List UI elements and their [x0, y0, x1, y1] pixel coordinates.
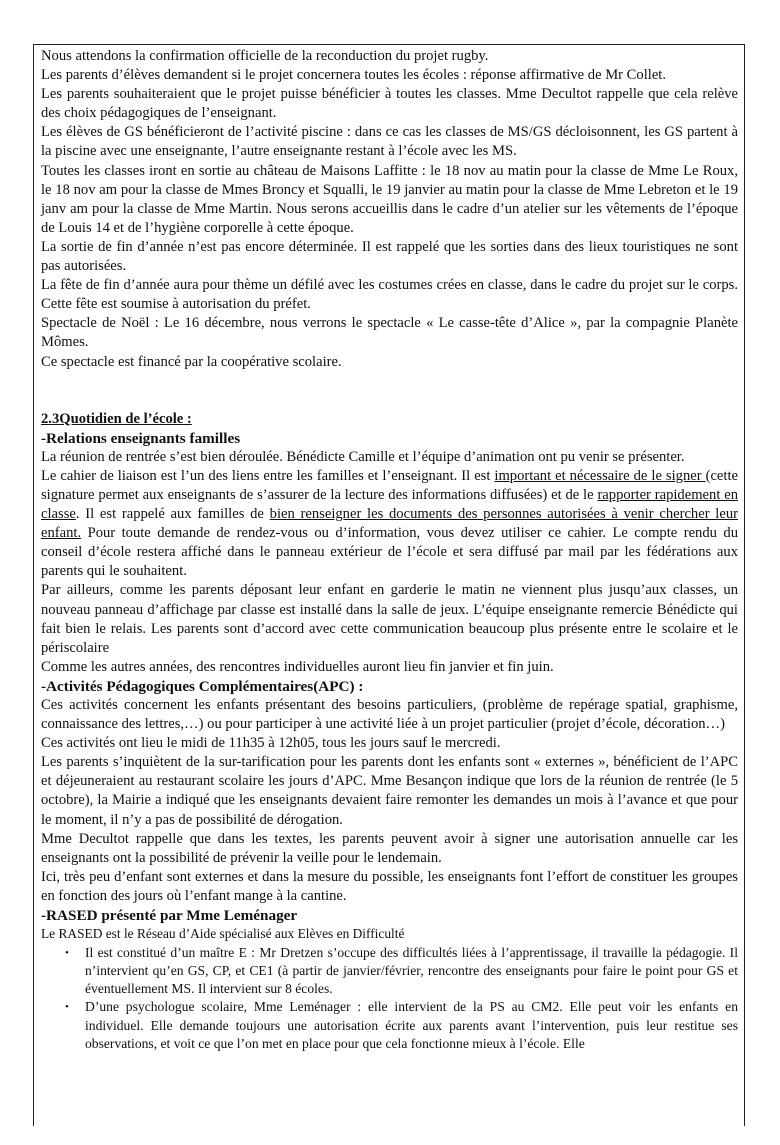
bullet-icon: •: [65, 946, 69, 959]
paragraph: Nous attendons la confirmation officielle de la reconduction du projet rugby.: [41, 48, 489, 64]
paragraph: Ce spectacle est financé par la coopérative scolaire.: [41, 353, 342, 370]
text-run: (cette signature permet aux enseignants de s’assurer de la lecture des informations diffusées) et de le: [41, 467, 738, 503]
paragraph: Spectacle de Noël : Le 16 décembre, nous verrons le spectacle « Le casse-tête d’Alice », par la compagnie Planète Mômes.: [41, 315, 738, 351]
list-item-text: D’une psychologue scolaire, Mme Leménager : elle intervient de la PS au CM2. Elle peut voir les enfants en individuel. Elle demande toujours une autorisation écrite aux parents avant l’intervention, puis leur restitue ses observations, et voit ce que l’on met en place pour que cela fonctionne mieux à l’école. Elle: [85, 999, 738, 1051]
list-item-text: Il est constitué d’un maître E : Mr Dretzen s’occupe des difficultés liées à l’apprentissage, il travaille la pédagogie. Il n’intervient qu’en GS, CP, et CE1 (à partir de janvier/février, rencontre des enseignants pour faire le point pour GS et éventuellement MS. Il intervient sur 8 écoles.: [85, 944, 738, 997]
text-run: Le cahier de liaison est l’un des liens entre les familles et l’enseignant. Il est: [41, 467, 495, 484]
underlined-text: rapporter rapidement en classe: [41, 486, 738, 523]
paragraph: Par ailleurs, comme les parents déposant leur enfant en garderie le matin ne viennent plus jusqu’aux classes, un nouveau panneau d’affichage par classe est installé dans la salle de jeux. L’équipe enseignante remercie Bénédicte qui fait bien le relais. Les parents sont d’accord avec cette communication beaucoup plus présente entre le scolaire et le périscolaire: [41, 582, 738, 656]
paragraph: Ici, très peu d’enfant sont externes et dans la mesure du possible, les enseignants font l’effort de constituer les groupes en fonction des jours où l’enfant mange à la cantine.: [41, 868, 738, 904]
bullet-icon: •: [65, 1001, 69, 1014]
section-title: 2.3Quotidien de l’école :: [41, 410, 192, 427]
list-item: [65, 944, 738, 999]
rased-list: [41, 944, 738, 1053]
paragraph: Les parents s’inquiètent de la sur-tarification pour les parents dont les enfants sont « externes », bénéficient de l’APC et déjeuneraient au restaurant scolaire les jours d’APC. Mme Besançon indique que lors de la réunion de rentrée (le 5 octobre), la Mairie a indiqué que les enseignants devaient faire remonter les demandes un mois à l’avance et que pour le moment, il n’y a pas de possibilité de dérogation.: [41, 754, 738, 828]
text-run: . Il est rappelé aux familles de: [75, 506, 270, 523]
heading-relations: -Relations enseignants familles: [41, 429, 241, 447]
paragraph: Les parents souhaiteraient que le projet puisse bénéficier à toutes les classes. Mme Decultot rappelle que cela relève des choix pédagogiques de l’enseignant.: [41, 86, 738, 122]
paragraph: Les parents d’élèves demandent si le projet concernera toutes les écoles : réponse affirmative de Mr Collet.: [41, 67, 667, 84]
paragraph: Ces activités ont lieu le midi de 11h35 à 12h05, tous les jours sauf le mercredi.: [41, 735, 501, 752]
paragraph: Les élèves de GS bénéficieront de l’activité piscine : dans ce cas les classes de MS/GS décloisonnent, les GS partent à la piscine avec une enseignante, l’autre enseignante restant à l’école avec les MS.: [41, 124, 738, 160]
paragraph: La réunion de rentrée s’est bien déroulée. Bénédicte Camille et l’équipe d’animation ont pu venir se présenter.: [41, 448, 685, 465]
paragraph: La fête de fin d’année aura pour thème un défilé avec les costumes crées en classe, dans le cadre du projet sur le corps. Cette fête est soumise à autorisation du préfet.: [41, 277, 738, 313]
heading-rased: -RASED présenté par Mme Leménager: [41, 907, 298, 925]
list-item: [65, 998, 738, 1053]
paragraph-cahier-liaison: [41, 467, 738, 582]
heading-apc: -Activités Pédagogiques Complémentaires(APC) :: [41, 677, 364, 695]
paragraph: Le RASED est le Réseau d’Aide spécialisé aux Elèves en Difficulté: [41, 926, 405, 942]
document-body: [34, 45, 744, 1053]
text-run: Pour toute demande de rendez-vous ou d’information, vous devez utiliser ce cahier. Le compte rendu du conseil d’école restera affiché dans le panneau extérieur de l’école et sera diffusé par mail par les fédérations aux parents qui le souhaitent.: [41, 525, 738, 580]
underlined-text: bien renseigner les documents des personnes autorisées à venir chercher leur enfant.: [41, 506, 738, 542]
spacer: [41, 372, 738, 410]
paragraph: La sortie de fin d’année n’est pas encore déterminée. Il est rappelé que les sorties dans des lieux touristiques ne sont pas autorisées.: [41, 238, 738, 275]
paragraph: Ces activités concernent les enfants présentant des besoins particuliers, (problème de repérage spatial, graphisme, connaissance des lettres,…) ou pour participer à une activité liée à un projet particulier (projet d’école, décoration…): [41, 697, 738, 733]
paragraph: Comme les autres années, des rencontres individuelles auront lieu fin janvier et fin juin.: [41, 658, 554, 675]
underlined-text: important et nécessaire de le signer: [494, 467, 706, 484]
document-page: [33, 44, 745, 1126]
paragraph: Toutes les classes iront en sortie au château de Maisons Laffitte : le 18 nov au matin pour la classe de Mme Le Roux, le 18 nov am pour la classe de Mmes Broncy et Squalli, le 19 janvier au matin pour la classe de Mme Lebreton et le 19 janv am pour la classe de Mme Martin. Nous serons accueillis dans le cadre d’un atelier sur les vêtements de l’époque de Louis 14 et de l’hygiène corporelle à cette époque.: [41, 162, 738, 236]
paragraph: Mme Decultot rappelle que dans les textes, les parents peuvent avoir à signer une autorisation annuelle car les enseignants ont la possibilité de prévenir la veille pour le lendemain.: [41, 830, 738, 866]
